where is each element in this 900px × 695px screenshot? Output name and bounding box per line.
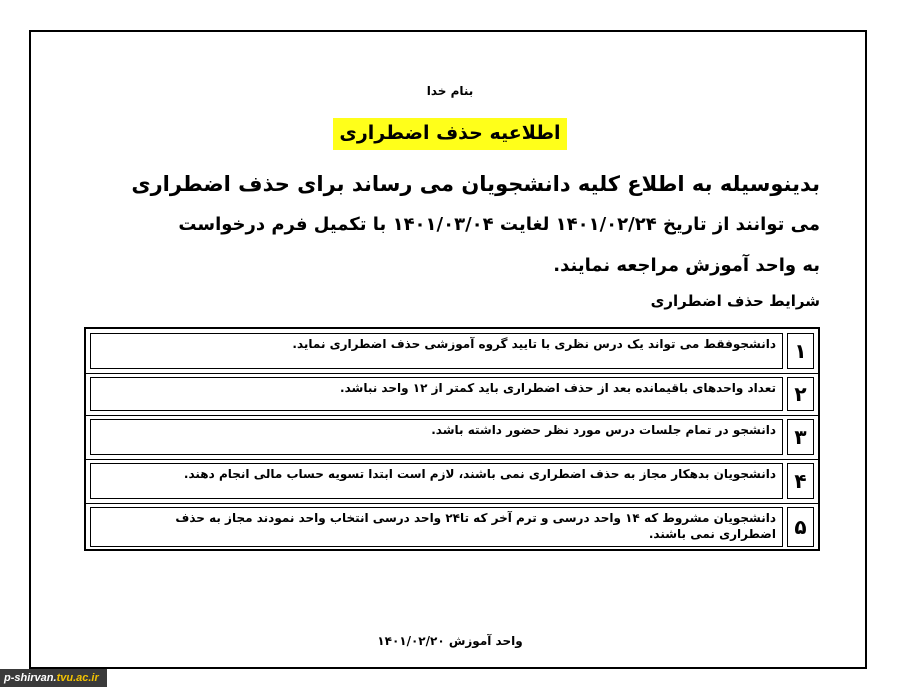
watermark-suffix: tvu.ac.ir [56,672,99,684]
condition-number: ۴ [787,463,814,499]
condition-text: دانشجو در تمام جلسات درس مورد نظر حضور داشته باشد. [90,419,783,455]
condition-row-2 [86,373,818,415]
condition-number: ۵ [787,507,814,547]
announcement-title: اطلاعیه حذف اضطراری [333,118,566,150]
conditions-heading: شرایط حذف اضطراری [650,292,820,310]
intro-line-2: می توانند از تاریخ ۱۴۰۱/۰۲/۲۴ لغایت ۱۴۰۱/۰۳/۰۴ با تکمیل فرم درخواست [178,214,820,235]
footer-signature: واحد آموزش ۱۴۰۱/۰۲/۲۰ [377,634,523,648]
conditions-table [84,327,820,551]
condition-number: ۲ [787,377,814,411]
condition-row-3 [86,415,818,459]
basmala: بنام خدا [426,84,474,98]
site-watermark[interactable] [0,669,107,687]
title-wrap [0,118,900,150]
condition-text: دانشجویان بدهکار مجاز به حذف اضطراری نمی باشند، لازم است ابتدا تسویه حساب مالی انجام دهند. [90,463,783,499]
intro-line-3: به واحد آموزش مراجعه نمایند. [553,255,820,276]
condition-number: ۱ [787,333,814,369]
watermark-prefix: p-shirvan. [4,672,57,684]
condition-row-4 [86,459,818,503]
intro-line-1: بدینوسیله به اطلاع کلیه دانشجویان می رساند برای حذف اضطراری [131,172,820,196]
condition-row-5 [86,503,818,551]
condition-text: دانشجویان مشروط که ۱۴ واحد درسی و ترم آخر که تا۲۴ واحد درسی انتخاب واحد نمودند مجاز به حذف اضطراری نمی باشند. [90,507,783,547]
condition-number: ۳ [787,419,814,455]
condition-text: دانشجوفقط می تواند یک درس نظری با تایید گروه آموزشی حذف اضطراری نماید. [90,333,783,369]
condition-text: تعداد واحدهای باقیمانده بعد از حذف اضطراری باید کمتر از ۱۲ واحد نباشد. [90,377,783,411]
condition-row-1 [86,329,818,373]
